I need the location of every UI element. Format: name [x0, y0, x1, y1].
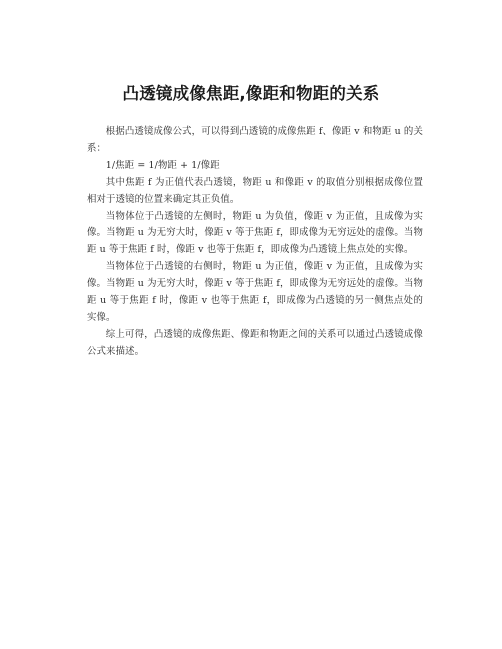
paragraph-left-side: 当物体位于凸透镜的左侧时，物距 u 为负值，像距 v 为正值，且成像为实像。当物距 u 为无穷大时，像距 v 等于焦距 f，即成像为无穷远处的虚像。当物距 u 等于焦距 f 时，像距 v 也等于焦距 f，即成像为凸透镜上焦点处的实像。 — [87, 210, 423, 256]
formula-line: 1/焦距 = 1/物距 + 1/像距 — [105, 159, 220, 171]
paragraph-sign-convention: 其中焦距 f 为正值代表凸透镜，物距 u 和像距 v 的取值分别根据成像位置相对于透镜的位置来确定其正负值。 — [87, 176, 423, 205]
paragraph-conclusion: 综上可得，凸透镜的成像焦距、像距和物距之间的关系可以通过凸透镜成像公式来描述。 — [87, 328, 423, 357]
paragraph-right-side: 当物体位于凸透镜的右侧时，物距 u 为正值，像距 v 为正值，且成像为实像。当物距 u 为无穷大时，像距 v 等于焦距 f，即成像为无穷远处的虚像。当物距 u 等于焦距 f 时，像距 v 也等于焦距 f，即成像为凸透镜的另一侧焦点处的实像。 — [87, 261, 423, 323]
document-body — [87, 124, 423, 361]
document-title: 凸透镜成像焦距,像距和物距的关系 — [122, 84, 380, 103]
paragraph-intro: 根据凸透镜成像公式，可以得到凸透镜的成像焦距 f、像距 v 和物距 u 的关系： — [87, 126, 423, 154]
